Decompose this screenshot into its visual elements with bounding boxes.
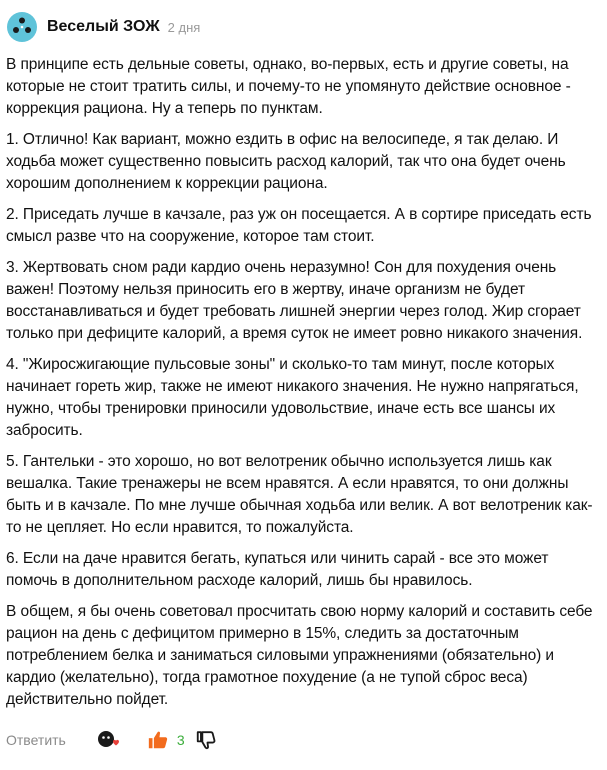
avatar[interactable]: [7, 12, 37, 42]
comment-header: [6, 7, 607, 47]
comment-paragraph: 4. "Жиросжигающие пульсовые зоны" и сколько-то там минут, после которых начинает гореть жир, также не имеют никакого значения. Не нужно напрягаться, нужно, чтобы тренировки приносили удовольствие, иначе есть все шансы их забросить.: [6, 356, 579, 439]
dislike-button[interactable]: [195, 729, 217, 751]
comment-time: 2 дня: [167, 19, 201, 35]
reply-button[interactable]: Ответить: [6, 732, 66, 748]
comment-paragraph: 6. Если на даче нравится бегать, купаться или чинить сарай - все это может помочь в дополнительном расходе калорий, лишь бы нравилось.: [6, 550, 549, 589]
avatar-dots-icon: [7, 12, 37, 42]
comment-paragraph: 1. Отлично! Как вариант, можно ездить в офис на велосипеде, я так делаю. И ходьба может существенно повысить расход калорий, так что она будет очень хорошим дополнением к коррекции рациона.: [6, 131, 566, 192]
comment-paragraph: В принципе есть дельные советы, однако, во-первых, есть и другие советы, на которые не стоит тратить силы, и почему-то не упомянуто действие основное - коррекция рациона. Ну а теперь по пунктам.: [6, 56, 571, 117]
reaction-button[interactable]: [96, 728, 120, 752]
comment-paragraph: 2. Приседать лучше в качзале, раз уж он посещается. А в сортире приседать есть смысл разве что на сооружение, которое там стоит.: [6, 206, 592, 245]
comment-paragraph: 3. Жертвовать сном ради кардио очень неразумно! Сон для похудения очень важен! Поэтому нельзя приносить его в жертву, иначе организм не будет восстанавливаться и будет требовать лишней энергии через голод. Жир сгорает только при дефиците калорий, а время суток не имеет ровно никакого значения.: [6, 259, 583, 342]
comment-footer: [6, 727, 217, 753]
reaction-heart-icon: [96, 728, 120, 752]
author-name[interactable]: Веселый ЗОЖ: [47, 18, 160, 35]
thumbs-down-icon: [195, 729, 217, 751]
comment-body: [6, 54, 602, 711]
comment: [0, 7, 607, 770]
like-count: 3: [176, 732, 185, 748]
comment-paragraph: 5. Гантельки - это хорошо, но вот велотреник обычно используется лишь как вешалка. Такие тренажеры не всем нравятся. А если нравятся, то они должны быть и в качзале. По мне лучше обычная ходьба или велик. А вот велотреник как-то не цепляет. Но если нравится, то пожалуйста.: [6, 453, 593, 536]
thumbs-up-icon: [147, 729, 169, 751]
like-button[interactable]: [147, 729, 169, 751]
comment-paragraph: В общем, я бы очень советовал просчитать свою норму калорий и составить себе рацион на день с дефицитом примерно в 15%, следить за достаточным потреблением белка и заниматься силовыми упражнениями (обязательно) и кардио (желательно), тогда грамотное похудение (а не тупой сброс веса) действительно пойдет.: [6, 603, 593, 708]
